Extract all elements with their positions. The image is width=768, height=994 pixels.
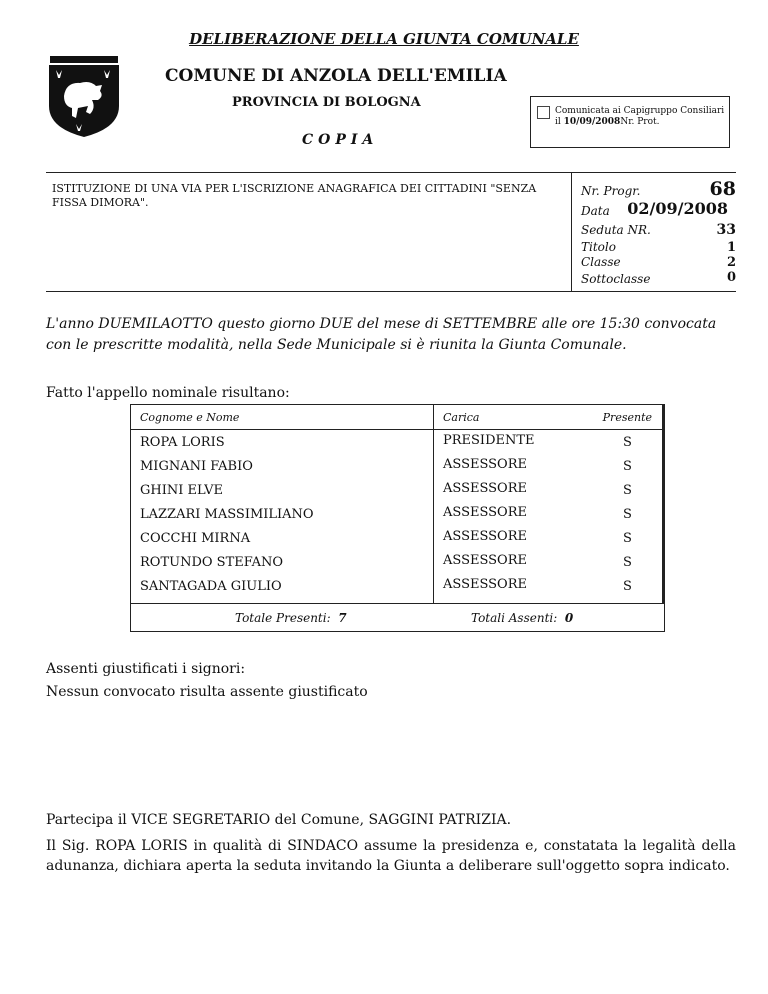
row-presente: S bbox=[623, 507, 632, 522]
sottoclasse-label: Sottoclasse bbox=[581, 272, 651, 286]
row-presente: S bbox=[623, 459, 632, 474]
assenti-title: Assenti giustificati i signori: bbox=[46, 661, 246, 677]
nr-progr-value: 68 bbox=[709, 178, 736, 200]
row-carica: PRESIDENTE bbox=[443, 433, 535, 448]
table-right-edge bbox=[662, 405, 664, 603]
titolo-value: 1 bbox=[726, 240, 736, 255]
row-carica: ASSESSORE bbox=[443, 505, 527, 520]
column-header-carica: Carica bbox=[443, 411, 480, 424]
row-nome: GHINI ELVE bbox=[140, 483, 223, 498]
row-carica: ASSESSORE bbox=[443, 577, 527, 592]
comunicazione-text: Comunicata ai Capigruppo Consiliari il 10/09/2008Nr. Prot. bbox=[555, 106, 725, 127]
top-rule bbox=[46, 172, 736, 173]
row-carica: ASSESSORE bbox=[443, 553, 527, 568]
seduta-value: 33 bbox=[716, 222, 736, 238]
row-nome: LAZZARI MASSIMILIANO bbox=[140, 507, 314, 522]
data-label: Data bbox=[581, 204, 610, 218]
data-value: 02/09/2008 bbox=[627, 199, 728, 218]
sottoclasse-value: 0 bbox=[726, 270, 736, 285]
nr-progr-label: Nr. Progr. bbox=[581, 184, 641, 198]
copia-label: COPIA bbox=[302, 132, 379, 148]
attendance-table bbox=[130, 404, 665, 632]
appello-text: Fatto l'appello nominale risultano: bbox=[46, 385, 290, 401]
column-header-presente: Presente bbox=[602, 411, 652, 424]
totale-presenti: Totale Presenti: 7 bbox=[235, 611, 347, 625]
table-header-rule bbox=[131, 429, 664, 430]
municipal-crest-icon bbox=[46, 56, 122, 138]
presidenza-paragraph: Il Sig. ROPA LORIS in qualità di SINDACO assume la presidenza e, constatata la legalità della adunanza, dichiara aperta la seduta invitando la Giunta a deliberare sull'oggetto sopra indicato. bbox=[46, 838, 736, 874]
row-presente: S bbox=[623, 579, 632, 594]
row-nome: SANTAGADA GIULIO bbox=[140, 579, 282, 594]
row-nome: COCCHI MIRNA bbox=[140, 531, 251, 546]
bottom-rule bbox=[46, 291, 736, 292]
comunicazione-checkbox[interactable] bbox=[537, 106, 550, 119]
titolo-label: Titolo bbox=[581, 240, 616, 254]
document-type-title: DELIBERAZIONE DELLA GIUNTA COMUNALE bbox=[189, 30, 579, 48]
totali-assenti: Totali Assenti: 0 bbox=[471, 611, 574, 625]
row-nome: ROPA LORIS bbox=[140, 435, 225, 450]
row-carica: ASSESSORE bbox=[443, 457, 527, 472]
row-presente: S bbox=[623, 483, 632, 498]
row-carica: ASSESSORE bbox=[443, 481, 527, 496]
assenti-text: Nessun convocato risulta assente giustificato bbox=[46, 684, 368, 700]
row-nome: ROTUNDO STEFANO bbox=[140, 555, 284, 570]
intro-paragraph: L'anno DUEMILAOTTO questo giorno DUE del mese di SETTEMBRE alle ore 15:30 convocata con le prescritte modalità, nella Sede Municipale si è riunita la Giunta Comunale. bbox=[46, 316, 717, 353]
table-footer-rule bbox=[131, 603, 664, 604]
classe-value: 2 bbox=[726, 255, 736, 270]
row-carica: ASSESSORE bbox=[443, 529, 527, 544]
row-presente: S bbox=[623, 555, 632, 570]
oggetto-text: ISTITUZIONE DI UNA VIA PER L'ISCRIZIONE ANAGRAFICA DEI CITTADINI "SENZA FISSA DIMORA". bbox=[52, 182, 537, 209]
comune-name: COMUNE DI ANZOLA DELL'EMILIA bbox=[165, 66, 507, 86]
meta-divider bbox=[571, 172, 572, 292]
table-col-divider bbox=[433, 405, 434, 603]
provincia-name: PROVINCIA DI BOLOGNA bbox=[232, 95, 421, 110]
partecipa-text: Partecipa il VICE SEGRETARIO del Comune, SAGGINI PATRIZIA. bbox=[46, 812, 512, 828]
classe-label: Classe bbox=[581, 255, 621, 269]
row-presente: S bbox=[623, 531, 632, 546]
comunicazione-box bbox=[530, 96, 730, 148]
column-header-nome: Cognome e Nome bbox=[140, 411, 240, 424]
row-nome: MIGNANI FABIO bbox=[140, 459, 253, 474]
row-presente: S bbox=[623, 435, 632, 450]
seduta-label: Seduta NR. bbox=[581, 223, 651, 237]
